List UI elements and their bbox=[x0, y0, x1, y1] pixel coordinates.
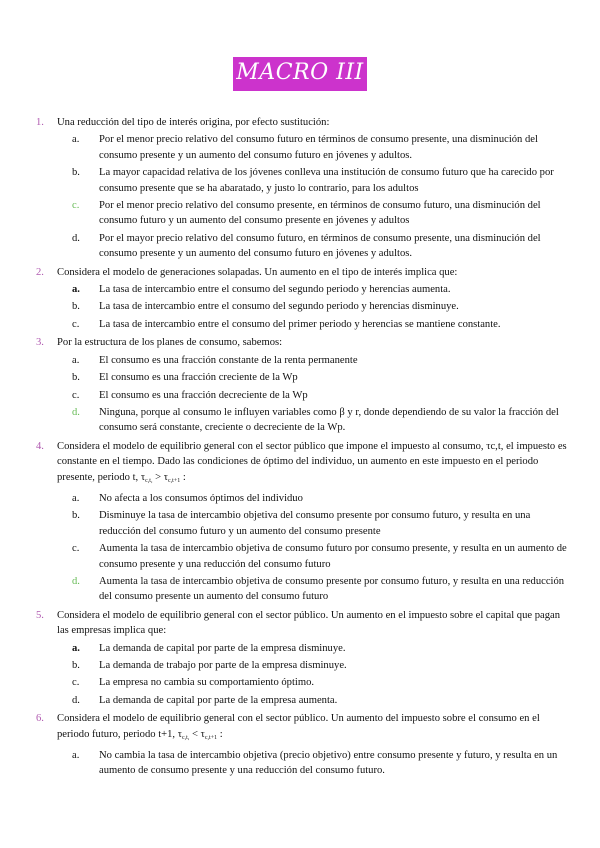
colon: : bbox=[180, 471, 186, 483]
option-text: No cambia la tasa de intercambio objetiva (precio objetivo) entre consumo presente y futuro, y resulta en un aumento de consumo presente y una reducción del consumo futuro. bbox=[99, 750, 558, 777]
title-area bbox=[0, 57, 600, 91]
option-text: No afecta a los consumos óptimos del individuo bbox=[99, 492, 303, 504]
option-text: La demanda de trabajo por parte de la empresa disminuye. bbox=[99, 660, 347, 671]
option-text: Por el mayor precio relativo del consumo futuro, en términos de consumo presente, una disminución del consumo presente y un aumento del consumo futuro en jóvenes y adultos. bbox=[99, 232, 541, 260]
question-text: Considera el modelo de generaciones solapadas. Un aumento en el tipo de interés implica que: bbox=[57, 266, 458, 278]
option-b bbox=[0, 299, 600, 314]
question-2 bbox=[0, 265, 600, 333]
option-d bbox=[0, 693, 600, 708]
option-text: Por el menor precio relativo del consumo presente, en términos de consumo futuro, una disminución del consumo futuro y un aumento del consumo presente en jóvenes y adultos bbox=[99, 200, 541, 227]
tau-symbol: τ bbox=[200, 728, 205, 740]
question-text-block bbox=[57, 439, 572, 489]
option-text: La tasa de intercambio entre el consumo del segundo periodo y herencias aumenta. bbox=[99, 284, 451, 296]
option-letter: b. bbox=[72, 510, 80, 522]
colon: : bbox=[217, 728, 223, 740]
tau-subscript: c,t, bbox=[145, 477, 153, 484]
option-a bbox=[0, 282, 600, 297]
option-letter-correct: d. bbox=[72, 406, 80, 418]
option-text: Disminuye la tasa de intercambio objetiva del consumo presente por consumo futuro, y resulta en una reducción del consumo futuro y un aumento del consumo presente bbox=[99, 510, 531, 537]
option-text: Aumenta la tasa de intercambio objetiva de consumo futuro por consumo presente, y resulta en un aumento de consumo presente y una reducción del consumo futuro bbox=[99, 543, 567, 570]
question-text: Considera el modelo de equilibrio general con el sector público que impone el impuesto al consumo, τc,t, el impuesto es constante en el tiempo. Dado las condiciones de óptimo del individuo, un aumento en este impuesto en el periodo presente, periodo t, bbox=[57, 440, 567, 483]
comparison-symbol: > bbox=[152, 471, 164, 483]
option-b bbox=[0, 658, 600, 673]
question-text: Por la estructura de los planes de consumo, sabemos: bbox=[57, 337, 283, 349]
option-letter: a. bbox=[72, 134, 80, 146]
option-a bbox=[0, 353, 600, 368]
option-letter-correct: a. bbox=[72, 642, 80, 654]
option-b bbox=[0, 165, 600, 196]
tau-symbol: τ bbox=[177, 728, 182, 740]
question-1 bbox=[0, 115, 600, 262]
option-letter: a. bbox=[72, 492, 80, 504]
option-d bbox=[0, 574, 600, 605]
tau-symbol: τ bbox=[163, 471, 169, 483]
question-list bbox=[0, 115, 600, 782]
question-6 bbox=[0, 711, 600, 779]
option-letter: d. bbox=[72, 232, 80, 244]
question-5 bbox=[0, 608, 600, 708]
option-text: La tasa de intercambio entre el consumo del primer periodo y herencias se mantiene constante. bbox=[99, 318, 501, 330]
option-text: El consumo es una fracción creciente de la Wp bbox=[99, 372, 298, 384]
option-a bbox=[0, 491, 600, 506]
question-4 bbox=[0, 439, 600, 605]
option-c bbox=[0, 675, 600, 690]
question-number: 6. bbox=[36, 713, 44, 725]
question-text: Considera el modelo de equilibrio general con el sector público. Un aumento del impuesto sobre el consumo en el periodo futuro, periodo t+1, bbox=[57, 713, 540, 740]
option-text: El consumo es una fracción decreciente de la Wp bbox=[99, 389, 308, 401]
option-text: La demanda de capital por parte de la empresa disminuye. bbox=[99, 642, 346, 654]
option-text: La demanda de capital por parte de la empresa aumenta. bbox=[99, 694, 338, 706]
option-letter: b. bbox=[72, 301, 80, 313]
option-a bbox=[0, 132, 600, 163]
page-title: MACRO III bbox=[233, 57, 366, 91]
option-c bbox=[0, 198, 600, 229]
option-letter-correct: c. bbox=[72, 200, 80, 212]
option-letter: c. bbox=[72, 677, 80, 689]
option-text: La mayor capacidad relativa de los jóvenes conlleva una institución de consumo futuro que ha carecido por consumo presente que se ha abaratado, y justo lo contrario, para los adultos bbox=[99, 167, 554, 194]
option-letter: b. bbox=[72, 660, 80, 671]
question-number: 2. bbox=[36, 266, 44, 278]
question-number: 3. bbox=[36, 337, 44, 349]
option-letter: c. bbox=[72, 318, 80, 330]
option-letter: b. bbox=[72, 167, 80, 179]
tau-symbol: τ bbox=[140, 471, 146, 483]
tau-subscript: c,t+1 bbox=[204, 734, 218, 741]
question-text-block bbox=[57, 711, 572, 746]
option-text: La empresa no cambia su comportamiento óptimo. bbox=[99, 677, 315, 689]
comparison-symbol: < bbox=[189, 728, 201, 740]
option-letter: c. bbox=[72, 543, 80, 555]
option-c bbox=[0, 388, 600, 403]
option-text: La tasa de intercambio entre el consumo del segundo periodo y herencias disminuye. bbox=[99, 301, 459, 313]
option-a bbox=[0, 748, 600, 779]
option-letter: c. bbox=[72, 389, 80, 401]
option-text: Por el menor precio relativo del consumo futuro en términos de consumo presente, una disminución del consumo presente y un aumento del consumo futuro en jóvenes y adultos. bbox=[99, 134, 538, 161]
option-d bbox=[0, 231, 600, 262]
option-b bbox=[0, 508, 600, 539]
question-number: 1. bbox=[36, 117, 44, 128]
option-letter: d. bbox=[72, 694, 80, 706]
option-letter: a. bbox=[72, 750, 80, 762]
question-number: 4. bbox=[36, 440, 44, 452]
tau-subscript: c,t+1 bbox=[168, 477, 181, 484]
question-3 bbox=[0, 335, 600, 435]
question-text: Una reducción del tipo de interés origina, por efecto sustitución: bbox=[57, 117, 330, 128]
option-text: Ninguna, porque al consumo le influyen variables como β y r, donde dependiendo de su valor la fracción del consumo será constante, creciente o decreciente de la Wp. bbox=[99, 406, 559, 434]
option-d bbox=[0, 405, 600, 436]
question-text: Considera el modelo de equilibrio general con el sector público. Un aumento en el impuesto sobre el capital que pagan las empresas implica que: bbox=[57, 609, 561, 637]
option-letter-correct: a. bbox=[72, 284, 80, 296]
option-letter: b. bbox=[72, 372, 80, 384]
tau-subscript: c,t, bbox=[182, 734, 190, 741]
option-c bbox=[0, 317, 600, 332]
option-letter: a. bbox=[72, 354, 80, 366]
option-c bbox=[0, 541, 600, 572]
option-b bbox=[0, 370, 600, 385]
option-a bbox=[0, 641, 600, 656]
option-letter-correct: d. bbox=[72, 575, 80, 587]
option-text: Aumenta la tasa de intercambio objetiva de consumo presente por consumo futuro, y resulta en una reducción del consumo presente un aumento del consumo futuro bbox=[99, 575, 565, 603]
option-text: El consumo es una fracción constante de la renta permanente bbox=[99, 354, 358, 366]
question-number: 5. bbox=[36, 609, 44, 621]
